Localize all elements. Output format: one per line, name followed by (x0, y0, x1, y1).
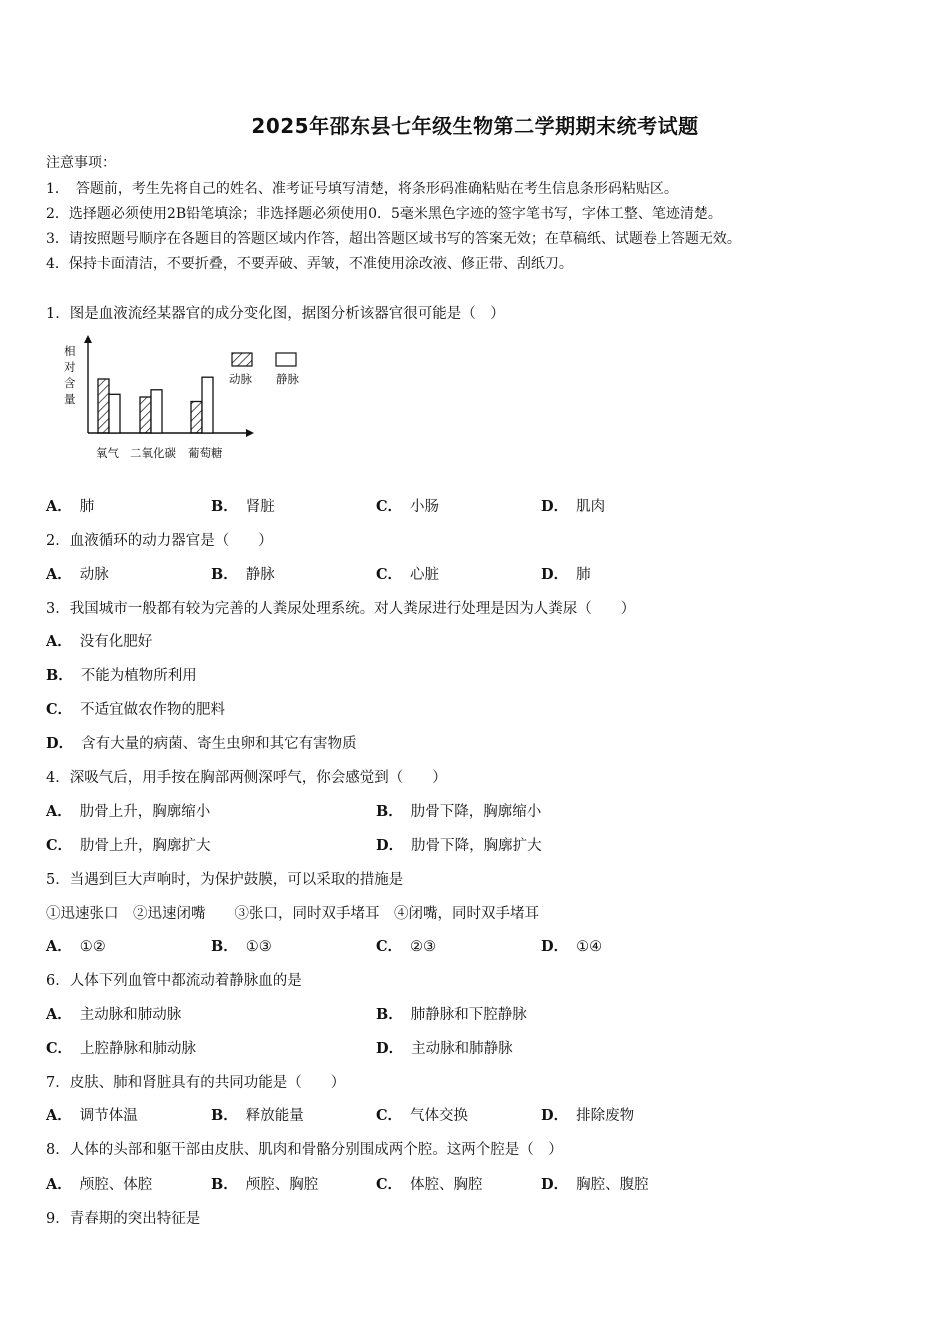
option-c[interactable]: C． 体腔、胸腔 (376, 1176, 483, 1193)
question-7-stem: 7．皮肤、肺和肾脏具有的共同功能是（ ） (46, 1075, 346, 1091)
blood-composition-chart (58, 333, 308, 468)
legend-label-artery: 动脉 (229, 372, 252, 386)
notice-item: 3．请按照题号顺序在各题目的答题区域内作答，超出答题区域书写的答案无效；在草稿纸、试题卷上答题无效。 (46, 231, 741, 247)
option-c[interactable]: C． 不适宜做农作物的肥料 (46, 701, 226, 718)
bar-vein-3 (202, 377, 213, 433)
category-label: 氧气 (96, 446, 119, 460)
legend-label-vein: 静脉 (276, 372, 299, 386)
question-2-stem: 2．血液循环的动力器官是（ ） (46, 533, 273, 549)
y-axis-label (64, 344, 76, 406)
legend-swatch-vein (276, 353, 296, 366)
question-5-measures: ①迅速张口 ②迅速闭嘴 ③张口，同时双手堵耳 ④闭嘴，同时双手堵耳 (46, 906, 539, 922)
option-c[interactable]: C． 小肠 (376, 498, 440, 515)
option-b[interactable]: B． 颅腔、胸腔 (211, 1176, 319, 1193)
option-d[interactable]: D． ①④ (541, 938, 603, 955)
option-b[interactable]: B． 不能为植物所利用 (46, 667, 197, 684)
bar-artery-3 (191, 402, 202, 434)
notice-item: 2．选择题必须使用2B铅笔填涂；非选择题必须使用0．5毫米黑色字迹的签字笔书写，字体工整、笔迹清楚。 (46, 206, 722, 222)
option-c[interactable]: C． 气体交换 (376, 1107, 469, 1124)
option-a[interactable]: A． 没有化肥好 (46, 633, 153, 650)
option-d[interactable]: D． 排除废物 (541, 1107, 635, 1124)
y-axis-label-char: 相 (64, 344, 76, 358)
bar-artery-2 (140, 397, 151, 433)
option-d[interactable]: D． 肌肉 (541, 498, 606, 515)
option-d[interactable]: D． 肺 (541, 566, 591, 583)
notice-item: 1． 答题前，考生先将自己的姓名、准考证号填写清楚，将条形码准确粘贴在考生信息条形码粘贴区。 (46, 181, 678, 197)
option-a[interactable]: A． 颅腔、体腔 (46, 1176, 153, 1193)
option-d[interactable]: D． 肋骨下降，胸廓扩大 (376, 837, 542, 854)
question-4-stem: 4．深吸气后，用手按在胸部两侧深呼气，你会感觉到（ ） (46, 770, 447, 786)
bar-vein-2 (151, 390, 162, 433)
y-axis-arrow (84, 335, 92, 343)
notice-item: 4．保持卡面清洁，不要折叠，不要弄破、弄皱，不准使用涂改液、修正带、刮纸刀。 (46, 256, 573, 272)
option-a[interactable]: A． 调节体温 (46, 1107, 138, 1124)
question-5-stem: 5．当遇到巨大声响时，为保护鼓膜，可以采取的措施是 (46, 872, 404, 888)
option-c[interactable]: C． 肋骨上升，胸廓扩大 (46, 837, 211, 854)
option-c[interactable]: C． ②③ (376, 938, 437, 955)
legend-swatch-artery (232, 353, 252, 366)
bar-artery-1 (98, 379, 109, 433)
option-a[interactable]: A． 动脉 (46, 566, 109, 583)
question-6-stem: 6．人体下列血管中都流动着静脉血的是 (46, 973, 302, 989)
question-9-stem: 9．青春期的突出特征是 (46, 1211, 201, 1227)
option-b[interactable]: B． ①③ (211, 938, 272, 955)
option-a[interactable]: A． ①② (46, 938, 106, 955)
notice-heading: 注意事项： (46, 155, 116, 171)
y-axis-label-char: 量 (64, 392, 76, 406)
bar-vein-1 (109, 394, 120, 433)
question-1-stem: 1．图是血液流经某器官的成分变化图，据图分析该器官很可能是（ ） (46, 306, 505, 322)
x-axis-arrow (246, 429, 254, 437)
option-b[interactable]: B． 肋骨下降，胸廓缩小 (376, 803, 542, 820)
option-a[interactable]: A． 肋骨上升，胸廓缩小 (46, 803, 211, 820)
option-c[interactable]: C． 上腔静脉和肺动脉 (46, 1040, 197, 1057)
option-b[interactable]: B． 肾脏 (211, 498, 275, 515)
option-d[interactable]: D． 胸腔、腹腔 (541, 1176, 649, 1193)
page-title: 2025年邵东县七年级生物第二学期期末统考试题 (251, 114, 699, 138)
option-b[interactable]: B． 肺静脉和下腔静脉 (376, 1006, 527, 1023)
option-b[interactable]: B． 释放能量 (211, 1107, 304, 1124)
category-label: 二氧化碳 (130, 446, 176, 460)
option-d[interactable]: D． 含有大量的病菌、寄生虫卵和其它有害物质 (46, 735, 357, 752)
question-8-stem: 8．人体的头部和躯干部由皮肤、肌肉和骨骼分别围成两个腔。这两个腔是（ ） (46, 1142, 563, 1158)
question-3-stem: 3．我国城市一般都有较为完善的人粪尿处理系统。对人粪尿进行处理是因为人粪尿（ ） (46, 601, 636, 617)
option-b[interactable]: B． 静脉 (211, 566, 275, 583)
y-axis-label-char: 含 (64, 376, 76, 390)
y-axis-label-char: 对 (64, 360, 76, 374)
category-label: 葡萄糖 (188, 446, 223, 460)
option-a[interactable]: A． 肺 (46, 498, 95, 515)
option-d[interactable]: D． 主动脉和肺静脉 (376, 1040, 513, 1057)
option-a[interactable]: A． 主动脉和肺动脉 (46, 1006, 182, 1023)
option-c[interactable]: C． 心脏 (376, 566, 440, 583)
